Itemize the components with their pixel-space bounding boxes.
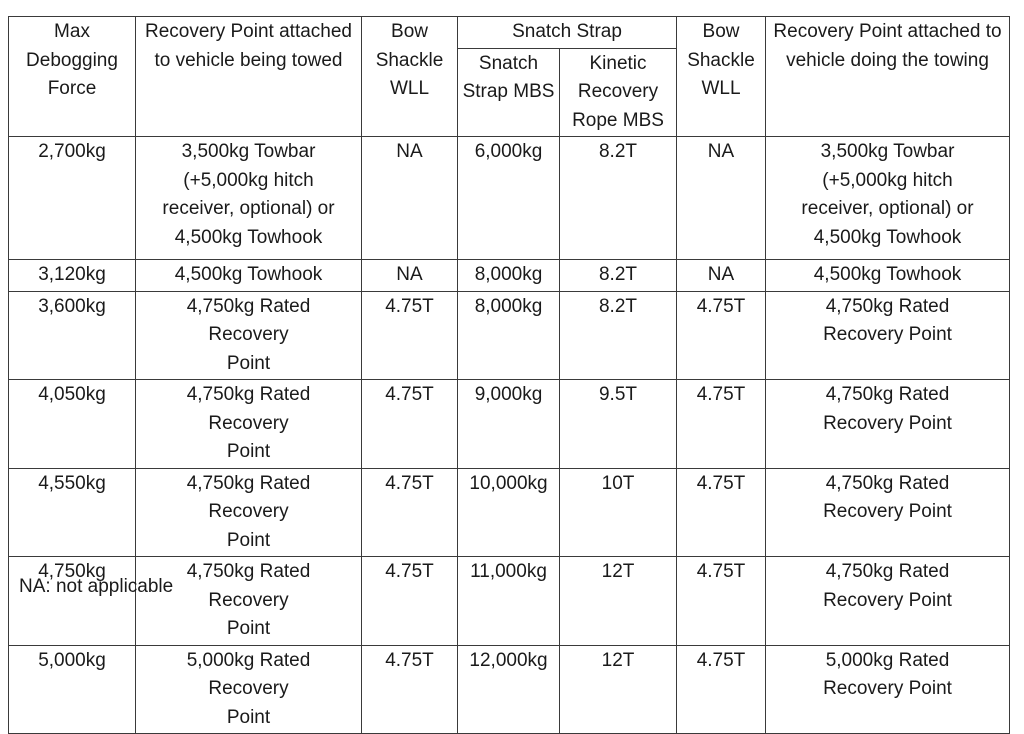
cell-max-force: 4,550kg bbox=[9, 468, 136, 557]
table-row bbox=[9, 260, 1010, 292]
cell-towed-point: 4,750kg Rated Recovery Point bbox=[136, 557, 362, 646]
cell-shackle-wll-1: 4.75T bbox=[362, 557, 458, 646]
cell-towing-point: 4,750kg Rated Recovery Point bbox=[766, 380, 1010, 469]
cell-shackle-wll-1: 4.75T bbox=[362, 645, 458, 734]
cell-shackle-wll-2: 4.75T bbox=[677, 468, 766, 557]
cell-kinetic-mbs: 10T bbox=[560, 468, 677, 557]
cell-towed-point: 4,500kg Towhook bbox=[136, 260, 362, 292]
cell-shackle-wll-1: NA bbox=[362, 137, 458, 260]
cell-max-force: 2,700kg bbox=[9, 137, 136, 260]
footnote: NA: not applicable bbox=[19, 576, 174, 597]
cell-shackle-wll-1: 4.75T bbox=[362, 291, 458, 380]
cell-snatch-mbs: 9,000kg bbox=[458, 380, 560, 469]
cell-shackle-wll-2: 4.75T bbox=[677, 380, 766, 469]
cell-max-force: 3,600kg bbox=[9, 291, 136, 380]
cell-kinetic-mbs: 8.2T bbox=[560, 260, 677, 292]
cell-towed-point: 3,500kg Towbar (+5,000kg hitch receiver, optional) or 4,500kg Towhook bbox=[136, 137, 362, 260]
cell-shackle-wll-2: 4.75T bbox=[677, 557, 766, 646]
header-bow-shackle-wll-2: Bow Shackle WLL bbox=[677, 17, 766, 137]
cell-max-force: 4,750kg bbox=[9, 557, 136, 646]
cell-towing-point: 5,000kg Rated Recovery Point bbox=[766, 645, 1010, 734]
cell-max-force: 4,050kg bbox=[9, 380, 136, 469]
cell-shackle-wll-2: NA bbox=[677, 260, 766, 292]
cell-shackle-wll-1: 4.75T bbox=[362, 380, 458, 469]
cell-kinetic-mbs: 12T bbox=[560, 645, 677, 734]
cell-towing-point: 4,750kg Rated Recovery Point bbox=[766, 557, 1010, 646]
cell-shackle-wll-1: NA bbox=[362, 260, 458, 292]
header-snatch-strap-group: Snatch Strap bbox=[458, 17, 677, 49]
cell-shackle-wll-1: 4.75T bbox=[362, 468, 458, 557]
cell-kinetic-mbs: 9.5T bbox=[560, 380, 677, 469]
header-kinetic-rope-mbs: Kinetic Recovery Rope MBS bbox=[560, 48, 677, 137]
cell-snatch-mbs: 11,000kg bbox=[458, 557, 560, 646]
table-row bbox=[9, 645, 1010, 734]
cell-shackle-wll-2: NA bbox=[677, 137, 766, 260]
table-row bbox=[9, 291, 1010, 380]
cell-towing-point: 4,750kg Rated Recovery Point bbox=[766, 291, 1010, 380]
header-bow-shackle-wll-1: Bow Shackle WLL bbox=[362, 17, 458, 137]
header-towed-recovery-point: Recovery Point attached to vehicle being towed bbox=[136, 17, 362, 137]
cell-shackle-wll-2: 4.75T bbox=[677, 645, 766, 734]
cell-snatch-mbs: 6,000kg bbox=[458, 137, 560, 260]
cell-snatch-mbs: 8,000kg bbox=[458, 260, 560, 292]
recovery-spec-table bbox=[8, 16, 1010, 734]
table-row bbox=[9, 137, 1010, 260]
cell-snatch-mbs: 8,000kg bbox=[458, 291, 560, 380]
cell-towed-point: 4,750kg Rated Recovery Point bbox=[136, 468, 362, 557]
cell-towing-point: 4,500kg Towhook bbox=[766, 260, 1010, 292]
cell-kinetic-mbs: 8.2T bbox=[560, 137, 677, 260]
table-row bbox=[9, 468, 1010, 557]
cell-kinetic-mbs: 12T bbox=[560, 557, 677, 646]
table-row bbox=[9, 380, 1010, 469]
cell-towed-point: 4,750kg Rated Recovery Point bbox=[136, 380, 362, 469]
cell-towing-point: 3,500kg Towbar (+5,000kg hitch receiver, optional) or 4,500kg Towhook bbox=[766, 137, 1010, 260]
cell-towing-point: 4,750kg Rated Recovery Point bbox=[766, 468, 1010, 557]
header-towing-recovery-point: Recovery Point attached to vehicle doing the towing bbox=[766, 17, 1010, 137]
cell-kinetic-mbs: 8.2T bbox=[560, 291, 677, 380]
cell-max-force: 5,000kg bbox=[9, 645, 136, 734]
header-snatch-strap-mbs: Snatch Strap MBS bbox=[458, 48, 560, 137]
cell-snatch-mbs: 10,000kg bbox=[458, 468, 560, 557]
cell-towed-point: 5,000kg Rated Recovery Point bbox=[136, 645, 362, 734]
cell-towed-point: 4,750kg Rated Recovery Point bbox=[136, 291, 362, 380]
header-max-force: Max Debogging Force bbox=[9, 17, 136, 137]
cell-snatch-mbs: 12,000kg bbox=[458, 645, 560, 734]
cell-max-force: 3,120kg bbox=[9, 260, 136, 292]
cell-shackle-wll-2: 4.75T bbox=[677, 291, 766, 380]
